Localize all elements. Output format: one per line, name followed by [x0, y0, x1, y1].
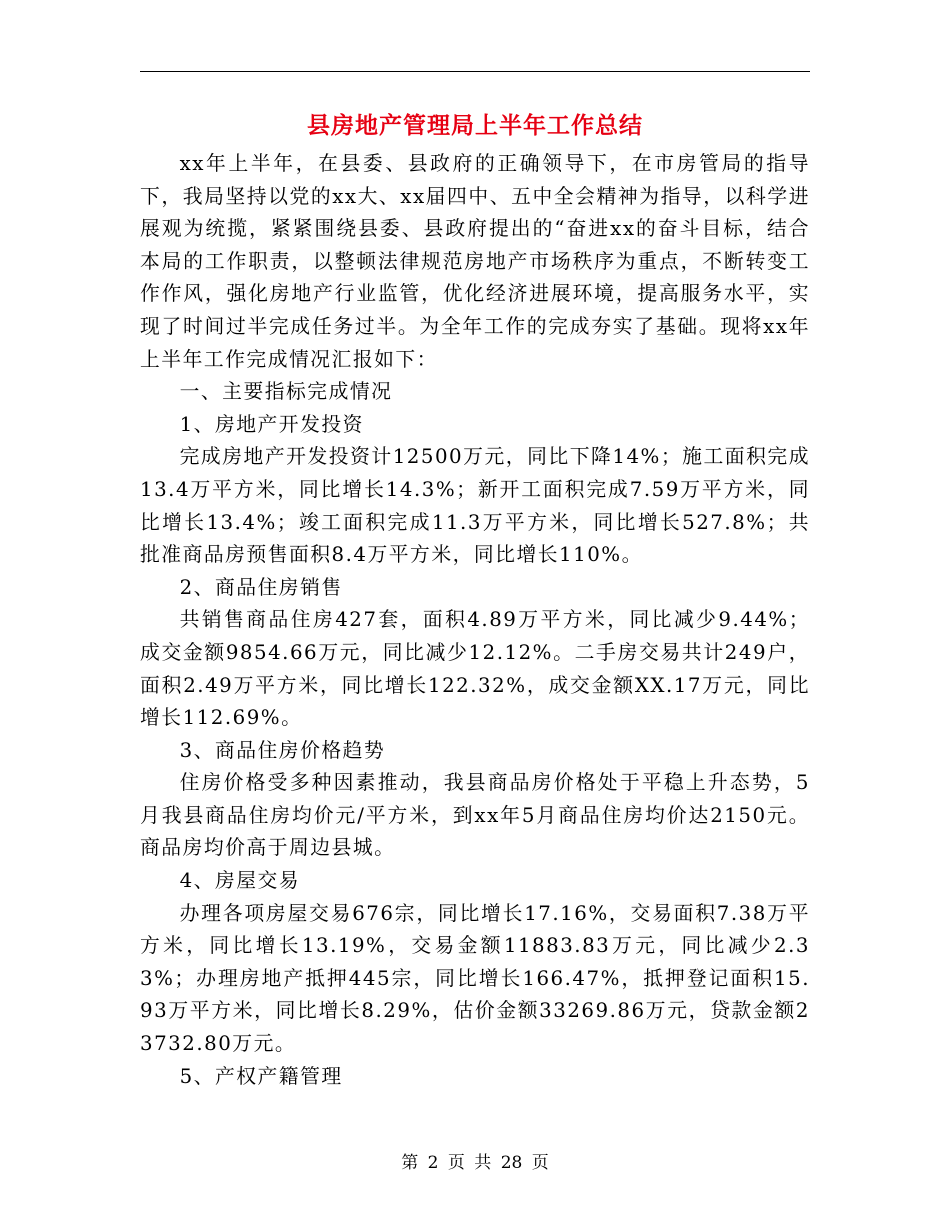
header-rule: [140, 71, 810, 72]
paragraph-housing-transactions: 办理各项房屋交易676宗，同比增长17.16%，交易面积7.38万平方米，同比增长13.19%，交易金额11883.83万元，同比减少2.33%；办理房地产抵押445宗，同比增长166.47%，抵押登记面积15.93万平方米，同比增长8.29%，估价金额33269.86万元，贷款金额23732.80万元。: [140, 901, 810, 1056]
document-body: [140, 148, 810, 1093]
section-heading-main-indicators: 一、主要指标完成情况: [179, 380, 393, 404]
subheading-price-trend: 3、商品住房价格趋势: [179, 738, 386, 762]
subheading-housing-sales: 2、商品住房销售: [179, 575, 343, 599]
subheading-property-rights: 5、产权产籍管理: [179, 1064, 343, 1088]
subheading-development-investment: 1、房地产开发投资: [179, 412, 364, 436]
paragraph-price-trend: 住房价格受多种因素推动，我县商品房价格处于平稳上升态势，5月我县商品住房均价元/平方米，到xx年5月商品住房均价达2150元。商品房均价高于周边县城。: [140, 771, 810, 860]
document-title: 县房地产管理局上半年工作总结: [307, 113, 643, 139]
page-number-footer: 第 2 页 共 28 页: [401, 1153, 549, 1173]
paragraph-housing-sales: 共销售商品住房427套，面积4.89万平方米，同比减少9.44%；成交金额9854.66万元，同比减少12.12%。二手房交易共计249户，面积2.49万平方米，同比增长122.32%，成交金额XX.17万元，同比增长112.69%。: [140, 608, 810, 730]
subheading-housing-transactions: 4、房屋交易: [179, 869, 301, 893]
intro-paragraph: xx年上半年，在县委、县政府的正确领导下，在市房管局的指导下，我局坚持以党的xx大、xx届四中、五中全会精神为指导，以科学进展观为统揽，紧紧围绕县委、县政府提出的“奋进xx的奋斗目标，结合本局的工作职责，以整顿法律规范房地产市场秩序为重点，不断转变工作作风，强化房地产行业监管，优化经济进展环境，提高服务水平，实现了时间过半完成任务过半。为全年工作的完成夯实了基础。现将xx年上半年工作完成情况汇报如下：: [140, 152, 810, 371]
paragraph-development-investment: 完成房地产开发投资计12500万元，同比下降14%；施工面积完成13.4万平方米，同比增长14.3%；新开工面积完成7.59万平方米，同比增长13.4%；竣工面积完成11.3万平方米，同比增长527.8%；共批准商品房预售面积8.4万平方米，同比增长110%。: [140, 445, 810, 567]
